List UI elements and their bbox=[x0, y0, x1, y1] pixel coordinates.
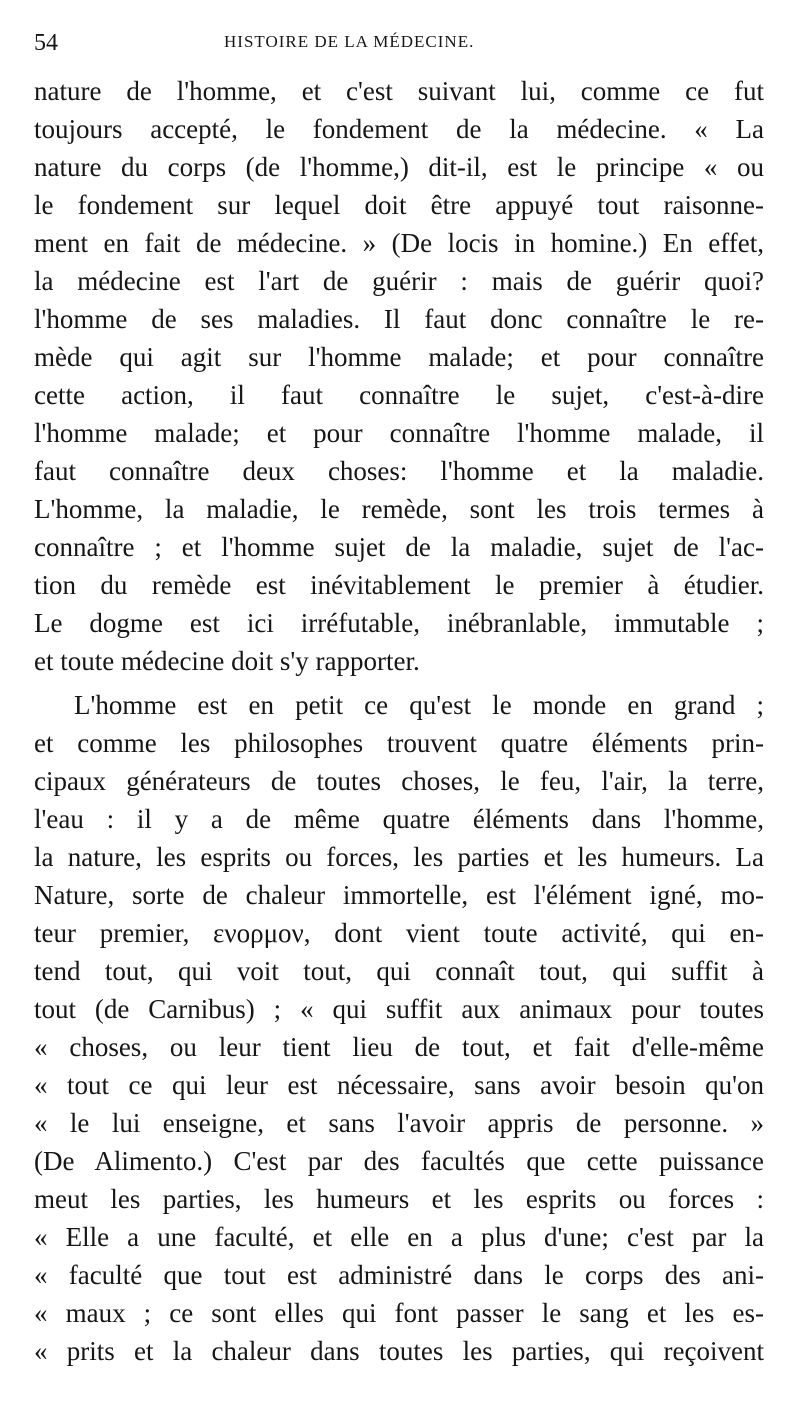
text-line: « Elle a une faculté, et elle en a plus d'une; c'est par la bbox=[34, 1222, 764, 1252]
text-line: « tout ce qui leur est nécessaire, sans avoir besoin qu'on bbox=[34, 1070, 764, 1100]
text-line: et comme les philosophes trouvent quatre éléments prin- bbox=[34, 728, 764, 758]
text-line: faut connaître deux choses: l'homme et la maladie. bbox=[34, 456, 764, 486]
text-line: Nature, sorte de chaleur immortelle, est l'élément igné, mo- bbox=[34, 880, 764, 910]
text-line: teur premier, ενορμον, dont vient toute activité, qui en- bbox=[34, 918, 764, 948]
text-line: cette action, il faut connaître le sujet, c'est-à-dire bbox=[34, 380, 764, 410]
text-line: L'homme est en petit ce qu'est le monde en grand ; bbox=[74, 690, 764, 720]
text-line: l'eau : il y a de même quatre éléments dans l'homme, bbox=[34, 804, 764, 834]
text-line: nature de l'homme, et c'est suivant lui, comme ce fut bbox=[34, 76, 764, 106]
text-line: Le dogme est ici irréfutable, inébranlable, immutable ; bbox=[34, 608, 764, 638]
page-header bbox=[34, 30, 764, 62]
text-line: connaître ; et l'homme sujet de la maladie, sujet de l'ac- bbox=[34, 532, 764, 562]
text-line: l'homme de ses maladies. Il faut donc connaître le re- bbox=[34, 304, 764, 334]
text-line: tend tout, qui voit tout, qui connaît tout, qui suffit à bbox=[34, 956, 764, 986]
text-line: cipaux générateurs de toutes choses, le feu, l'air, la terre, bbox=[34, 766, 764, 796]
page-number: 54 bbox=[34, 30, 58, 56]
text-line: ment en fait de médecine. » (De locis in homine.) En effet, bbox=[34, 228, 764, 258]
running-head: HISTOIRE DE LA MÉDECINE. bbox=[224, 32, 475, 51]
text-line: nature du corps (de l'homme,) dit-il, est le principe « ou bbox=[34, 152, 764, 182]
text-line: « faculté que tout est administré dans le corps des ani- bbox=[34, 1260, 764, 1290]
text-line: la médecine est l'art de guérir : mais de guérir quoi? bbox=[34, 266, 764, 296]
text-line: et toute médecine doit s'y rapporter. bbox=[34, 646, 420, 676]
text-line: la nature, les esprits ou forces, les parties et les humeurs. La bbox=[34, 842, 764, 872]
text-line: « prits et la chaleur dans toutes les parties, qui reçoivent bbox=[34, 1336, 764, 1366]
text-line: meut les parties, les humeurs et les esprits ou forces : bbox=[34, 1184, 764, 1214]
text-line: l'homme malade; et pour connaître l'homme malade, il bbox=[34, 418, 764, 448]
text-line: toujours accepté, le fondement de la médecine. « La bbox=[34, 114, 764, 144]
text-line: (De Alimento.) C'est par des facultés que cette puissance bbox=[34, 1146, 764, 1176]
text-line: mède qui agit sur l'homme malade; et pour connaître bbox=[34, 342, 764, 372]
text-line: « maux ; ce sont elles qui font passer le sang et les es- bbox=[34, 1298, 764, 1328]
text-line: tout (de Carnibus) ; « qui suffit aux animaux pour toutes bbox=[34, 994, 764, 1024]
text-line: L'homme, la maladie, le remède, sont les trois termes à bbox=[34, 494, 764, 524]
text-line: le fondement sur lequel doit être appuyé tout raisonne- bbox=[34, 190, 764, 220]
text-line: « le lui enseigne, et sans l'avoir appris de personne. » bbox=[34, 1108, 764, 1138]
text-line: tion du remède est inévitablement le premier à étudier. bbox=[34, 570, 764, 600]
text-line: « choses, ou leur tient lieu de tout, et fait d'elle-même bbox=[34, 1032, 764, 1062]
